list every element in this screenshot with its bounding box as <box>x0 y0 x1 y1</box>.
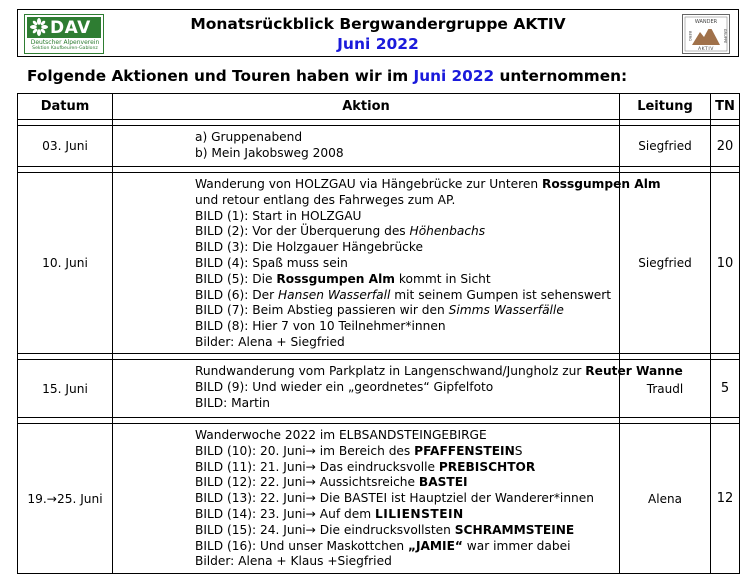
table-row <box>18 424 740 574</box>
action-line: Wanderung von HOLZGAU via Hängebrücke zur Unteren Rossgumpen Alm <box>195 177 661 191</box>
logo-text-left: BERG <box>688 30 692 42</box>
action-line: a) Gruppenabend <box>195 130 303 144</box>
action-line: BILD (4): Spaß muss sein <box>195 255 348 270</box>
table-row <box>18 173 740 354</box>
column-header-tn: TN <box>711 94 740 120</box>
action-line: BILD (12): 22. Juni→ Aussichtsreiche BASTEI <box>195 475 468 490</box>
row-tn: 12 <box>711 424 740 574</box>
column-header-date: Datum <box>18 94 113 120</box>
row-date: 15. Juni <box>18 360 113 418</box>
row-tn: 5 <box>711 360 740 418</box>
action-line: Rundwanderung vom Parkplatz in Langenschwand/Jungholz zur Reuter Wanne <box>195 364 683 378</box>
action-line: BILD (11): 21. Juni→ Das eindrucksvolle PREBISCHTOR <box>195 459 536 474</box>
action-line: BILD (9): Und wieder ein „geordnetes“ Gipfelfoto <box>195 379 494 394</box>
dav-logo <box>24 14 104 54</box>
row-lead: Siegfried <box>620 173 711 354</box>
action-line: BILD (13): 22. Juni→ Die BASTEI ist Hauptziel der Wanderer*innen <box>195 491 594 506</box>
row-lead: Traudl <box>620 360 711 418</box>
page-title: Monatsrückblick Bergwandergruppe AKTIV <box>190 15 566 33</box>
row-tn: 10 <box>711 173 740 354</box>
row-date: 03. Juni <box>18 126 113 167</box>
row-action <box>113 424 620 574</box>
table-header-row <box>18 94 740 120</box>
table-row <box>18 360 740 418</box>
action-line: BILD (7): Beim Abstieg passieren wir den Simms Wasserfälle <box>195 303 564 318</box>
mountain-logo-icon <box>683 15 729 53</box>
action-line: und retour entlang des Fahrweges zum AP. <box>195 192 456 207</box>
dav-logo-line2: Sektion Kaufbeuren-Gablonz <box>32 46 98 51</box>
logo-text-bottom: AKTIV <box>697 47 715 52</box>
title-block <box>118 14 638 54</box>
action-line: BILD (14): 23. Juni→ Auf dem LILIENSTEIN <box>195 506 464 521</box>
action-line: BILD (5): Die Rossgumpen Alm kommt in Sicht <box>195 271 491 286</box>
action-line: BILD (2): Vor der Überquerung des Höhenbachs <box>195 224 486 239</box>
action-line: BILD (6): Der Hansen Wasserfall mit seinem Gumpen ist sehenswert <box>195 287 612 302</box>
section-heading-month: Juni 2022 <box>413 67 495 85</box>
row-date: 19.→25. Juni <box>18 424 113 574</box>
action-line: BILD (15): 24. Juni→ Die eindrucksvollsten SCHRAMMSTEINE <box>195 522 575 537</box>
dav-logo-line1: Deutscher Alpenverein <box>30 39 100 46</box>
action-line: Wanderwoche 2022 im ELBSANDSTEINGEBIRGE <box>195 428 487 442</box>
document-header <box>17 9 739 57</box>
section-heading-suffix: unternommen: <box>494 67 628 85</box>
section-heading <box>27 66 627 86</box>
logo-text-top: WANDER <box>694 19 718 25</box>
row-date: 10. Juni <box>18 173 113 354</box>
section-heading-prefix: Folgende Aktionen und Touren haben wir im <box>27 67 414 85</box>
action-line: Bilder: Alena + Siegfried <box>195 334 345 349</box>
column-header-action: Aktion <box>113 94 620 120</box>
action-line: BILD (10): 20. Juni→ im Bereich des PFAFFENSTEINS <box>195 443 523 458</box>
dav-logo-word: DAV <box>50 18 91 38</box>
table-row <box>18 126 740 167</box>
action-line: BILD (8): Hier 7 von 10 Teilnehmer*innen <box>195 319 446 334</box>
row-action <box>113 126 620 167</box>
action-line: BILD (16): Und unser Maskottchen „JAMIE“ war immer dabei <box>195 538 571 553</box>
action-line: BILD (1): Start in HOLZGAU <box>195 208 362 223</box>
action-line: b) Mein Jakobsweg 2008 <box>195 145 344 160</box>
activities-table <box>17 93 740 574</box>
row-tn: 20 <box>711 126 740 167</box>
logo-text-right: GRUPPE <box>723 28 727 44</box>
edelweiss-icon <box>30 18 48 36</box>
row-lead: Siegfried <box>620 126 711 167</box>
bergwandergruppe-logo <box>682 14 730 54</box>
dav-logo-banner <box>27 17 101 38</box>
action-line: BILD: Martin <box>195 395 270 410</box>
action-line: BILD (3): Die Holzgauer Hängebrücke <box>195 240 423 255</box>
row-action <box>113 173 661 354</box>
row-lead: Alena <box>620 424 711 574</box>
action-line: Bilder: Alena + Klaus +Siegfried <box>195 554 392 569</box>
column-header-lead: Leitung <box>620 94 711 120</box>
page-title-month: Juni 2022 <box>337 35 419 53</box>
